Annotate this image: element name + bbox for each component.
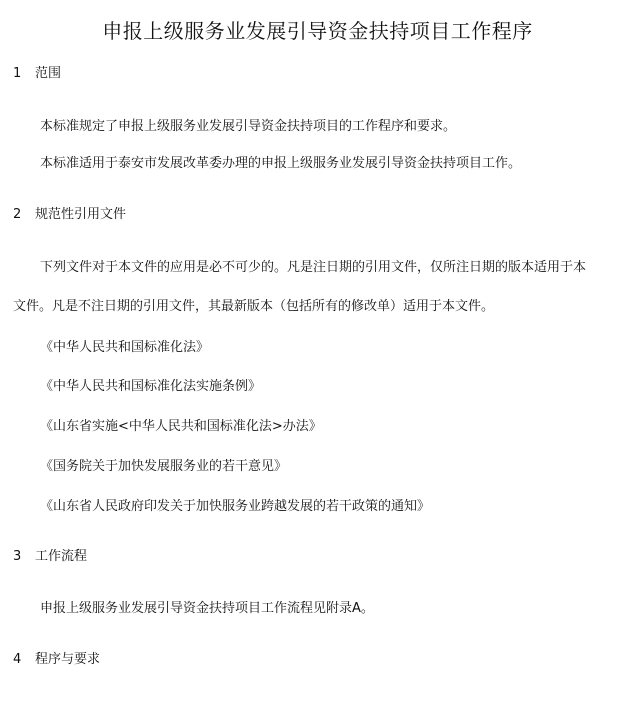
- section-2-paragraph-line-1: 下列文件对于本文件的应用是必不可少的。凡是注日期的引用文件，仅所注日期的版本适用于本: [40, 260, 587, 275]
- section-2-number: 2: [13, 207, 22, 222]
- reference-item-5: 《山东省人民政府印发关于加快服务业跨越发展的若干政策的通知》: [40, 499, 431, 514]
- reference-item-2: 《中华人民共和国标准化法实施条例》: [40, 379, 262, 394]
- section-3-number: 3: [13, 549, 22, 564]
- document-title: 申报上级服务业发展引导资金扶持项目工作程序: [102, 19, 533, 43]
- reference-item-3: 《山东省实施<中华人民共和国标准化法>办法》: [40, 419, 322, 434]
- section-2-title: 规范性引用文件: [35, 207, 127, 222]
- section-2-heading: [13, 205, 126, 225]
- section-4-heading: [13, 650, 100, 670]
- section-3-paragraph-1: 申报上级服务业发展引导资金扶持项目工作流程见附录A。: [40, 601, 374, 616]
- section-4-title: 程序与要求: [35, 652, 101, 667]
- reference-item-4: 《国务院关于加快发展服务业的若干意见》: [40, 459, 288, 474]
- reference-item-1: 《中华人民共和国标准化法》: [40, 340, 210, 355]
- section-1-paragraph-2: 本标准适用于泰安市发展改革委办理的申报上级服务业发展引导资金扶持项目工作。: [40, 156, 522, 171]
- section-1-number: 1: [13, 66, 22, 81]
- section-1-title: 范围: [35, 66, 62, 81]
- section-4-number: 4: [13, 652, 22, 667]
- section-3-title: 工作流程: [35, 549, 88, 564]
- section-1-paragraph-1: 本标准规定了申报上级服务业发展引导资金扶持项目的工作程序和要求。: [40, 119, 457, 134]
- section-3-heading: [13, 547, 87, 567]
- section-1-heading: [13, 64, 61, 84]
- section-2-paragraph-line-2: 文件。凡是不注日期的引用文件，其最新版本（包括所有的修改单）适用于本文件。: [13, 299, 495, 314]
